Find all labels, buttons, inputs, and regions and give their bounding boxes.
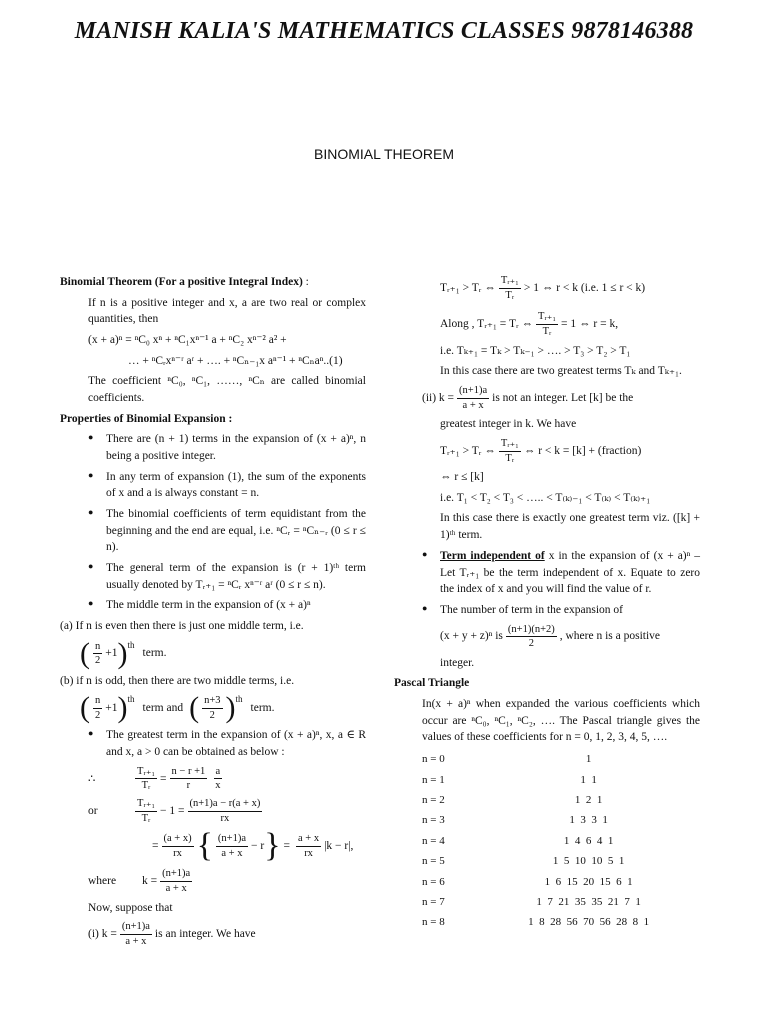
document-title: BINOMIAL THEOREM — [313, 146, 455, 162]
term-independent-label: Term independent of — [440, 549, 545, 562]
now-suppose-text: Now, suppose that — [88, 901, 173, 914]
pascal-row: n = 8 1 8 28 56 70 56 28 8 1 — [422, 916, 650, 929]
case-ii-equation: (ii) k = $\frac{(n+1)a}{a + x}$ is not an integer. Let [k] be the — [422, 384, 634, 411]
right-column — [394, 272, 700, 934]
case-ii-continuation: greatest integer in k. We have — [440, 418, 577, 431]
pascal-row: n = 4 1 4 6 4 1 — [422, 834, 614, 847]
heading-text: Binomial Theorem (For a positive Integral Index) — [60, 276, 303, 288]
greatest-term-bullet: ● The greatest term in the expansion of (x + a)ⁿ, x, a ∈ R and x, a > 0 can be obtained as below : — [60, 727, 366, 760]
property-bullet-5: ● The middle term in the expansion of (x + a)ⁿ — [60, 597, 366, 614]
pascal-row: n = 7 1 7 21 35 35 21 7 1 — [422, 896, 641, 908]
pascal-row: n = 0 1 — [422, 753, 592, 766]
section-heading-properties: Properties of Binomial Expansion : — [60, 412, 233, 425]
number-of-terms-formula: (x + y + z)ⁿ is $\frac{(n+1)(n+2)}{2}$ , where n is a positive — [440, 623, 661, 650]
property-bullet-4: ● The general term of the expansion is (r + 1)ᵗʰ term usually denoted by Tᵣ₊₁ = ⁿCᵣ xⁿ⁻ʳ aʳ (0 ≤ r ≤ n). — [60, 560, 366, 593]
property-bullet-3: ● The binomial coefficients of term equidistant from the beginning and the end are equal, i.e. ⁿCᵣ = ⁿCₙ₋ᵣ (0 ≤ r ≤ n). — [60, 506, 366, 556]
pascal-row: n = 2 1 2 1 — [422, 793, 603, 806]
number-of-terms-bullet: ● The number of term in the expansion of — [394, 602, 700, 619]
greater-ratio-equation: Tᵣ₊₁ > Tᵣ ⇔ $\frac{\text{Tᵣ₊₁}}{\text{Tᵣ}}$ > 1 ⇔ r < k (i.e. 1 ≤ r < k) — [440, 275, 646, 301]
intro-paragraph: If n is a positive integer and x, a are two real or complex quantities, then — [88, 296, 366, 326]
case-i-equation: (i) k = $\frac{(n+1)a}{a + x}$ is an integer. We have — [88, 921, 256, 947]
section-heading-binomial-theorem — [60, 274, 366, 291]
expansion-line-2: … + ⁿCᵣxⁿ⁻ʳ aʳ + …. + ⁿCₙ₋₁x aⁿ⁻¹ + ⁿCₙaⁿ..(1) — [128, 354, 343, 367]
property-bullet-2: ● In any term of expansion (1), the sum of the exponents of x and a is always constant = n. — [60, 469, 366, 502]
pascal-row: n = 1 1 1 — [422, 773, 597, 786]
pascal-heading: Pascal Triangle — [394, 677, 470, 690]
or-equation: or $\frac{\text{Tᵣ₊₁}}{\text{Tᵣ}}$ − 1 = $\frac{(n+1)a - r(a + x)}{rx}$ — [88, 798, 261, 824]
integer-text: integer. — [440, 656, 475, 669]
ordering-line-2: i.e. T₁ < T₂ < T₃ < ….. < T₍ₖ₎₋₁ < T₍ₖ₎ < T₍ₖ₎₊₁ — [440, 491, 651, 504]
heading-suffix: : — [302, 276, 309, 288]
expansion-line-1: (x + a)ⁿ = ⁿC₀ xⁿ + ⁿC₁xⁿ⁻¹ a + ⁿC₂ xⁿ⁻² a² + — [88, 334, 287, 347]
case-a-text: (a) If n is even then there is just one middle term, i.e. — [60, 620, 304, 633]
pascal-row: n = 3 1 3 3 1 — [422, 814, 608, 827]
coefficients-paragraph: The coefficient ⁿC₀, ⁿC₁, ……, ⁿCₙ are called binomial coefficients. — [88, 375, 366, 405]
fraction: $\frac{n}{2}$ — [95, 640, 101, 667]
equal-ratio-equation: Along , Tᵣ₊₁ = Tᵣ ⇔ $\frac{\text{Tᵣ₊₁}}{\text{Tᵣ}}$ = 1 ⇔ r = k, — [440, 311, 619, 337]
left-paren: ( — [80, 636, 90, 670]
two-greatest-text: In this case there are two greatest terms Tₖ and Tₖ₊₁. — [440, 365, 682, 378]
ordering-line-1: i.e. Tₖ₊₁ = Tₖ > Tₖ₋₁ > …. > T₃ > T₂ > T₁ — [440, 344, 631, 357]
pascal-intro: In(x + a)ⁿ when expanded the various coefficients which occur are ⁿC₀, ⁿC₁, ⁿC₂, …. The Pascal triangle gives the values of these coefficients for n = 0, 1, 2, 3, 4, 5, …. — [422, 698, 700, 744]
one-greatest-text: In this case there is exactly one greatest term viz. ([k] + 1)ᵗʰ term. — [440, 512, 700, 542]
case-b-text: (b) if n is odd, then there are two middle terms, i.e. — [60, 674, 295, 687]
ratio-equation: ∴ $\frac{\text{Tᵣ₊₁}}{\text{Tᵣ}}$ = $\frac{n - r +1}{r}$ $\frac{a}{x}$ — [88, 765, 221, 792]
pascal-row: n = 5 1 5 10 10 5 1 — [422, 855, 625, 868]
case-b-formula: ( $\frac{n}{2}$ +1 ) $^{th}$ term and ( $\frac{n+3}{2}$ ) $^{th}$ term. — [80, 691, 275, 725]
where-equation: where k = $\frac{(n+1)a}{a + x}$ — [88, 868, 191, 894]
term-independent-bullet: ● Term independent of x in the expansion of (x + a)ⁿ – Let Tᵣ₊₁ be the term independent of x. Equate to zero the index of x and you will find the value of r. — [394, 548, 700, 598]
header-title: MANISH KALIA'S MATHEMATICS CLASSES 9878146388 — [74, 18, 694, 44]
simplified-equation: = $\frac{(a + x)}{rx}$ { $\frac{(n+1)a}{a + x}$ − r } = $\frac{a + x}{rx}$ |k − r|, — [152, 827, 354, 865]
left-column — [60, 272, 366, 953]
right-paren: ) — [117, 636, 128, 670]
pascal-triangle — [394, 750, 700, 932]
pascal-row: n = 6 1 6 15 20 15 6 1 — [422, 875, 633, 888]
property-bullet-1: ● There are (n + 1) terms in the expansion of (x + a)ⁿ, n being a positive integer. — [60, 431, 366, 464]
r-le-k-line: ⇔ r ≤ [k] — [440, 471, 484, 484]
fraction-ordering-equation: Tᵣ₊₁ > Tᵣ ⇔ $\frac{\text{Tᵣ₊₁}}{\text{Tᵣ}}$ ⇔ r < k = [k] + (fraction) — [440, 437, 642, 464]
case-a-formula: ( $\frac{n}{2}$ +1 ) $^{th}$ term. — [80, 636, 167, 670]
